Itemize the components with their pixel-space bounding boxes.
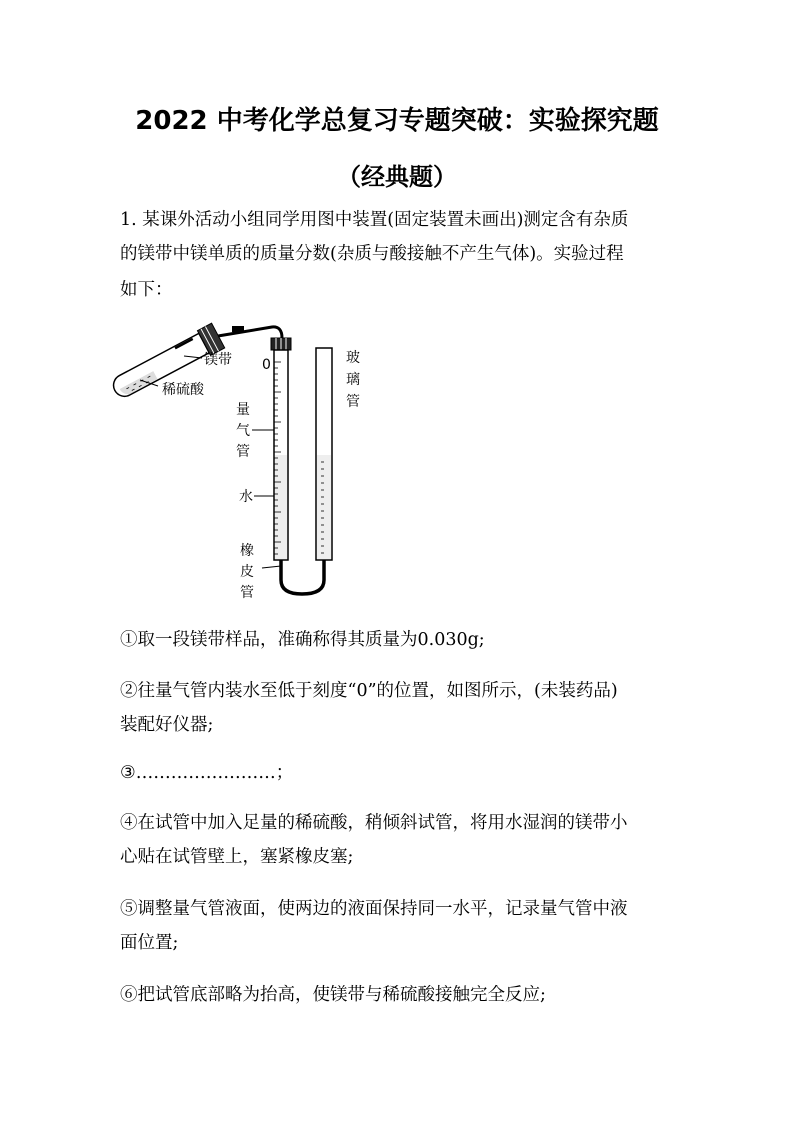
label-burette-2: 气 — [236, 423, 250, 439]
label-dilute-acid: 稀硫酸 — [162, 382, 204, 398]
label-rubber-3: 管 — [240, 585, 254, 601]
label-burette-3: 管 — [236, 444, 250, 460]
label-rubber-2: 皮 — [240, 564, 254, 580]
label-glass-1: 玻 — [346, 350, 360, 366]
step-5-line-1: ⑤调整量气管液面，使两边的液面保持同一水平，记录量气管中液 — [120, 899, 628, 919]
intro-line-3: 如下： — [120, 280, 173, 300]
step-1: ①取一段镁带样品，准确称得其质量为0.030g; — [120, 630, 485, 650]
intro-line-1: 1. 某课外活动小组同学用图中装置(固定装置未画出)测定含有杂质 — [120, 210, 629, 230]
step-5-line-2: 面位置; — [120, 933, 179, 953]
rubber-tube — [281, 560, 324, 594]
step-2-line-1: ②往量气管内装水至低于刻度“0”的位置，如图所示，(未装药品) — [120, 681, 618, 701]
label-glass-2: 璃 — [346, 372, 360, 388]
label-burette-1: 量 — [236, 402, 250, 418]
label-mg-ribbon: 镁带 — [204, 352, 232, 368]
step-2-line-2: 装配好仪器; — [120, 715, 214, 735]
step-6: ⑥把试管底部略为抬高，使镁带与稀硫酸接触完全反应; — [120, 985, 546, 1005]
step-4-line-1: ④在试管中加入足量的稀硫酸，稍倾斜试管，将用水湿润的镁带小 — [120, 813, 628, 833]
label-zero: 0 — [262, 357, 271, 373]
page-title: 2022 中考化学总复习专题突破：实验探究题 — [135, 106, 659, 136]
label-glass-3: 管 — [346, 394, 360, 410]
glass-tube — [316, 348, 332, 560]
label-water: 水 — [239, 489, 253, 505]
step-4-line-2: 心贴在试管壁上，塞紧橡皮塞; — [120, 847, 354, 867]
step-3: ③……………………； — [120, 763, 294, 783]
intro-line-2: 的镁带中镁单质的质量分数(杂质与酸接触不产生气体)。实验过程 — [120, 244, 624, 264]
label-rubber-1: 橡 — [240, 543, 254, 559]
page-subtitle: （经典题） — [337, 163, 457, 191]
burette — [271, 338, 291, 560]
